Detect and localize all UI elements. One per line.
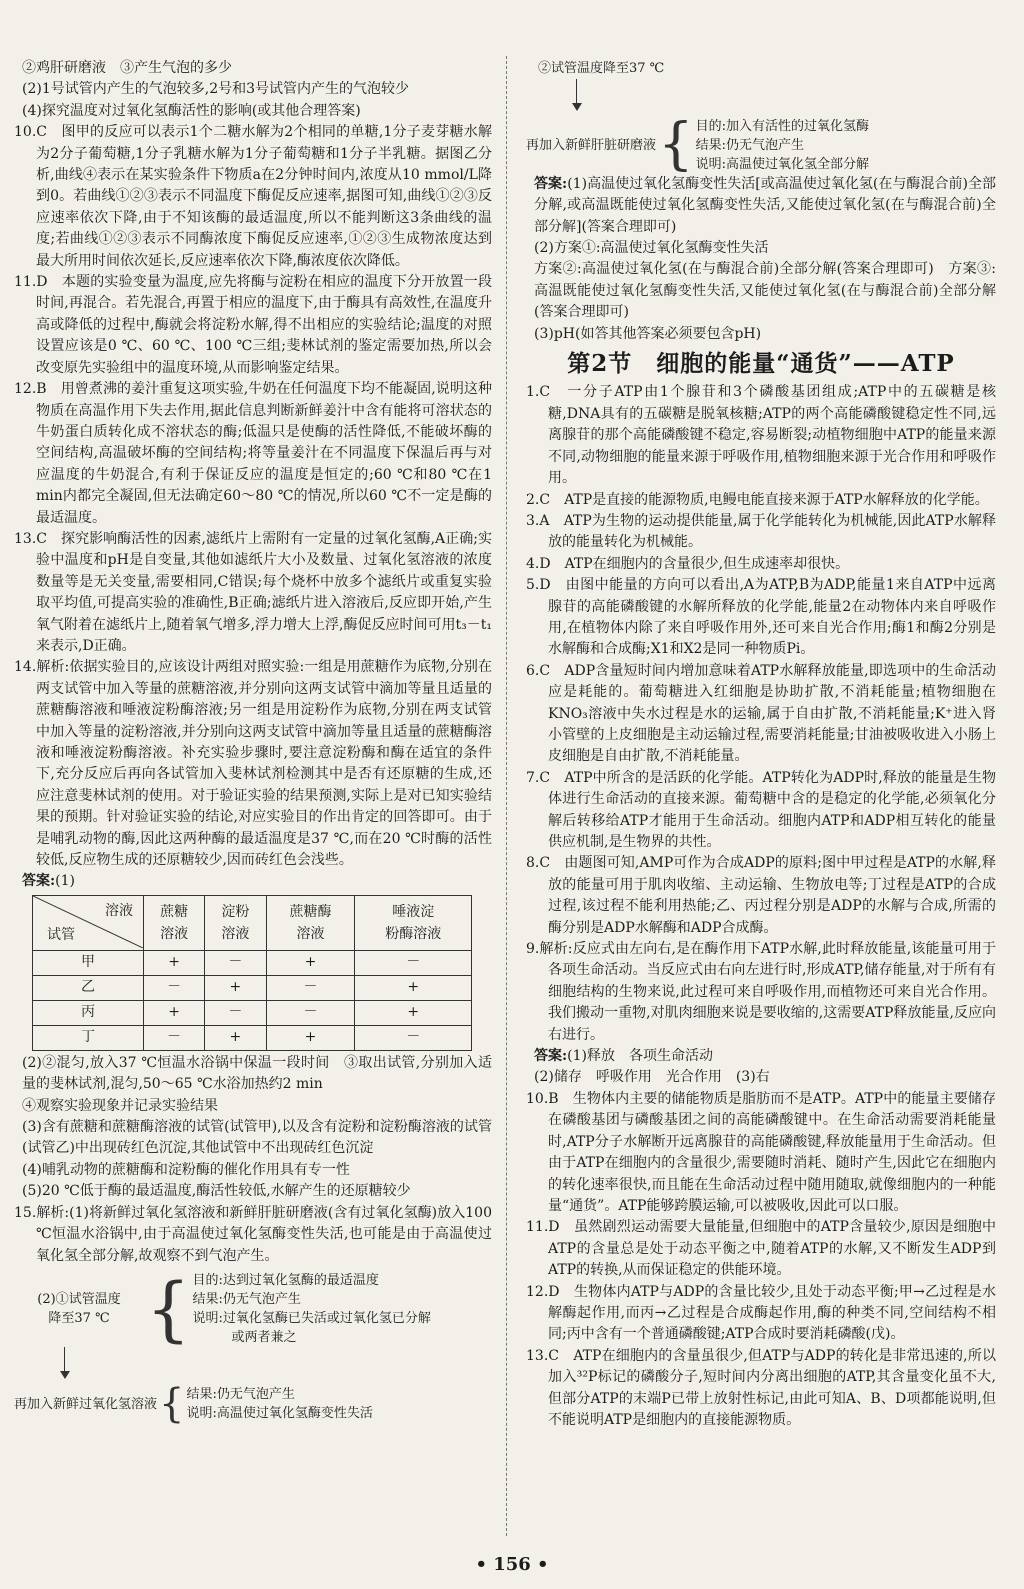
- brace-symbol: {: [159, 1381, 185, 1428]
- answer-label: 答案:: [22, 873, 56, 890]
- table-cell: －: [266, 1000, 355, 1025]
- right-column: [526, 58, 996, 1431]
- table-cell: －: [266, 975, 355, 1000]
- answer-table: [32, 895, 472, 1051]
- question-12: 12.D 生物体内ATP与ADP的含量比较少,且处于动态平衡;甲→乙过程是水解酶起作用,而丙→乙过程是合成酶起作用,酶的种类不同,空间结构不相同;丙中含有一个普通磷酸键;ATP合成时要消耗磷酸(戊)。: [526, 1283, 996, 1343]
- answer-part: (3)pH(如答其他答案必须要包含pH): [534, 325, 762, 342]
- answer-label: 答案:: [534, 1048, 568, 1065]
- table-cell: +: [266, 1025, 355, 1050]
- flow-note: 结果:仍无气泡产生: [186, 1387, 295, 1403]
- answer-part: (2)储存 呼吸作用 光合作用 (3)右: [534, 1069, 770, 1086]
- question-4: 4.D ATP在细胞内的含量很少,但生成速率却很快。: [526, 555, 850, 572]
- flow-notes: [696, 117, 869, 174]
- brace-symbol: {: [658, 112, 694, 178]
- flow-note: 说明:高温使过氧化氢全部分解: [695, 156, 870, 172]
- table-cell: －: [205, 950, 266, 975]
- answer-part: (4)哺乳动物的蔗糖酶和淀粉酶的催化作用具有专一性: [22, 1161, 350, 1178]
- page-number: • 156 •: [475, 1554, 549, 1575]
- answer-part: [526, 1046, 996, 1067]
- table-cell: +: [144, 1000, 205, 1025]
- table-row-name: 甲: [33, 950, 144, 975]
- question-10: 10.B 生物体内主要的储能物质是脂肪而不是ATP。ATP中的能量主要储存在磷酸基团与磷酸基团之间的高能磷酸键中。在生命活动需要消耗能量时,ATP分子水解断开远离腺苷的高能磷酸键,释放能量用于生命活动。但由于ATP在细胞内的含量很少,需要随时消耗、随时产生,因此它在细胞内的转化速率很快,而且能在生命活动过程中随用随取,就像细胞内的一种能量“通货”。ATP能够跨膜运输,可以被吸收,因此可以口服。: [526, 1090, 996, 1214]
- question-14: 14.解析:依据实验目的,应该设计两组对照实验:一组是用蔗糖作为底物,分别在两支试管中加入等量的蔗糖溶液,并分别向这两支试管中滴加等量且适量的蔗糖酶溶液和唾液淀粉酶溶液;另一组是用淀粉作为底物,分别在两支试管中加入等量的淀粉溶液,并分别向这两支试管中滴加等量且适量的蔗糖酶溶液和唾液淀粉酶溶液。补充实验步骤时,要注意淀粉酶和酶在适宜的条件下,充分反应后再向各试管加入斐林试剂检测其中是否有还原糖的生成,还应注意斐林试剂的使用。对于验证实验的结果预测,实际上是对已知实验结果的预期。针对验证实验的结论,对应实验目的作出肯定的回答即可。由于是哺乳动物的酶,因此这两种酶的最适温度是37 ℃,而在20 ℃时酶的活性较低,反应物生成的还原糖较少,因而砖红色会浅些。: [14, 659, 492, 869]
- flow-diagram-1: [14, 1267, 492, 1350]
- question-13: 13.C ATP在细胞内的含量虽很少,但ATP与ADP的转化是非常迅速的,所以加入³²P标记的磷酸分子,短时间内分离出细胞的ATP,其含量变化虽不大,但部分ATP的末端P已带上放射性标记,由此可知A、B、D项都能说明,但不能说明ATP是细胞内的直接能源物质。: [526, 1347, 996, 1428]
- answer-part: ④观察实验现象并记录实验结果: [22, 1097, 218, 1114]
- question-11: 11.D 虽然剧烈运动需要大量能量,但细胞中的ATP含量较少,原因是细胞中ATP的含量总是处于动态平衡之中,随着ATP的水解,又不断发生ADP到ATP的转换,从而保证稳定的供能环境。: [526, 1219, 996, 1279]
- table-header-row: [33, 895, 472, 950]
- flow-step: (2)①试管温度 降至37 ℃: [37, 1291, 121, 1326]
- question-7: 7.C ATP中所含的是活跃的化学能。ATP转化为ADP时,释放的能量是生物体进行生命活动的直接来源。葡萄糖中含的是稳定的化学能,必须氧化分解后转移给ATP才能用于生命活动。细胞内ATP和ADP相互转化的能量供应机制,是生物界的共性。: [526, 769, 996, 850]
- question-12: 12.B 用曾煮沸的姜汁重复这项实验,牛奶在任何温度下均不能凝固,说明这种物质在高温作用下失去作用,据此信息判断新鲜姜汁中含有能将可溶状态的牛奶蛋白质转化成不溶状态的酶;低温只是使酶的活性降低,不能破坏酶的空间结构,高温破坏酶的空间结构;将等量姜汁在不同温度下保温后再与对应温度的牛奶混合,有利于保证反应的温度是恒定的;60 ℃和80 ℃在1 min内都完全凝固,但无法确定60～80 ℃的情况,所以60 ℃不一定是酶的最适温度。: [14, 381, 492, 526]
- table-cell: +: [355, 1000, 472, 1025]
- flow-note: 或两者兼之: [192, 1329, 297, 1345]
- flow-note: 结果:仍无气泡产生: [192, 1291, 301, 1307]
- table-cell: －: [355, 950, 472, 975]
- corner-bottom-label: 试管: [47, 926, 75, 943]
- table-cell: －: [144, 1025, 205, 1050]
- answer-text: (1)释放 各项生命活动: [567, 1048, 714, 1065]
- flow-note: 说明:高温使过氧化氢酶变性失活: [186, 1406, 373, 1422]
- table-cell: －: [144, 975, 205, 1000]
- answer-heading: [14, 871, 492, 892]
- flow-start: ②试管温度降至37 ℃: [538, 61, 665, 76]
- brace-symbol: {: [146, 1267, 191, 1350]
- flow-note: 说明:过氧化氢酶已失活或过氧化氢已分解: [192, 1310, 431, 1326]
- flow-note: 结果:仍无气泡产生: [695, 137, 805, 153]
- table-header-cell: 唾液淀 粉酶溶液: [355, 895, 472, 950]
- table-cell: +: [205, 1025, 266, 1050]
- question-13: 13.C 探究影响酶活性的因素,滤纸片上需附有一定量的过氧化氢酶,A正确;实验中温度和pH是自变量,其他如滤纸片大小及数量、过氧化氢溶液的浓度数量等是无关变量,需要相同,C错误;每个烧杯中放多个滤纸片或重复实验取平均值,可提高实验的准确性,B正确;滤纸片进入溶液后,反应即开始,产生氧气附着在滤纸片上,随着氧气增多,浮力增大上浮,酶促反应时间可用t₃－t₁来表示,D正确。: [14, 530, 492, 654]
- flow-notes: [186, 1385, 372, 1423]
- table-row: [33, 1000, 472, 1025]
- table-corner-cell: [33, 895, 144, 950]
- flow-diagram-2: [14, 1381, 492, 1428]
- table-cell: －: [205, 1000, 266, 1025]
- answer-part: (5)20 ℃低于酶的最适温度,酶活性较低,水解产生的还原糖较少: [22, 1183, 411, 1200]
- question-11: 11.D 本题的实验变量为温度,应先将酶与淀粉在相应的温度下分开放置一段时间,再混合。若先混合,再置于相应的温度下,由于酶具有高效性,在温度升高或降低的过程中,酶就会将淀粉水解,得不出相应的实验结论;温度的对照设置应该是0 ℃、60 ℃、100 ℃三组;斐林试剂的鉴定需要加热,所以会改变原先实验组中的温度环境,从而影响鉴定结果。: [14, 274, 492, 376]
- flow-step: 再加入新鲜肝脏研磨液: [526, 137, 657, 153]
- question-8: 8.C 由题图可知,AMP可作为合成ADP的原料;图中甲过程是ATP的水解,释放的能量可用于肌肉收缩、主动运输、生物放电等;丁过程是ATP的合成过程,该过程不能利用热能;乙、丙过程分别是ADP的水解与合成,所需的酶分别是ADP水解酶和ADP合成酶。: [526, 855, 996, 936]
- table-row-name: 乙: [33, 975, 144, 1000]
- table-cell: +: [205, 975, 266, 1000]
- flow-notes: [193, 1271, 431, 1347]
- table-cell: +: [144, 950, 205, 975]
- answer-part: (2)②混匀,放入37 ℃恒温水浴锅中保温一段时间 ③取出试管,分别加入适量的斐林试剂,混匀,50～65 ℃水浴加热约2 min: [22, 1054, 492, 1093]
- table-header-cell: 蔗糖 溶液: [144, 895, 205, 950]
- table-cell: －: [355, 1025, 472, 1050]
- table-cell: +: [355, 975, 472, 1000]
- question-2: 2.C ATP是直接的能源物质,电鳗电能直接来源于ATP水解释放的化学能。: [526, 491, 989, 508]
- answer-part: (1): [55, 873, 76, 890]
- table-row: [33, 950, 472, 975]
- answer-text: (1)高温使过氧化氢酶变性失活[或高温使过氧化氢(在与酶混合前)全部分解,或高温既能使过氧化氢酶变性失活,又能使过氧化氢(在与酶混合前)全部分解](答案合理即可): [534, 175, 997, 235]
- flow-step: 再加入新鲜过氧化氢溶液: [14, 1396, 158, 1412]
- table-row: [33, 975, 472, 1000]
- question-6: 6.C ADP含量短时间内增加意味着ATP水解释放能量,即选项中的生命活动应是耗能的。葡萄糖进入红细胞是协助扩散,不消耗能量;植物细胞在KNO₃溶液中失水过程是水的运输,属于自由扩散,不消耗能量;K⁺进入肾小管壁的上皮细胞是主动运输过程,需要消耗能量;甘油被吸收进入小肠上皮细胞是自由扩散,不消耗能量。: [526, 662, 996, 765]
- table-row-name: 丁: [33, 1025, 144, 1050]
- flow-note: 目的:加入有活性的过氧化氢酶: [695, 118, 870, 134]
- question-5: 5.D 由图中能量的方向可以看出,A为ATP,B为ADP,能量1来自ATP中远离腺苷的高能磷酸键的水解所释放的化学能,能量2在动物体内来自呼吸作用,在植物体内除了来自呼吸作用外,还可来自光合作用;酶1和酶2分别是水解酶和合成酶;X1和X2是同一种物质Pi。: [526, 577, 996, 658]
- flow-diagram-3: [526, 112, 996, 178]
- flow-note: 目的:达到过氧化氢酶的最适温度: [192, 1272, 379, 1288]
- down-arrow-icon: [64, 1347, 65, 1377]
- question-1: 1.C 一分子ATP由1个腺苷和3个磷酸基团组成;ATP中的五碳糖是核糖,DNA具有的五碳糖是脱氧核糖;ATP的两个高能磷酸键稳定性不同,远离腺苷的那个高能磷酸键不稳定,容易断裂;动植物细胞中ATP的能量来源不同,动物细胞的能量来源于呼吸作用,植物细胞来源于光合作用和呼吸作用。: [526, 384, 996, 487]
- question-3: 3.A ATP为生物的运动提供能量,属于化学能转化为机械能,因此ATP水解释放的能量转化为机械能。: [526, 512, 996, 551]
- answer-part: 方案②:高温使过氧化氢(在与酶混合前)全部分解(答案合理即可) 方案③:高温既能使过氧化氢酶变性失活,又能使过氧化氢(在与酶混合前)全部分解(答案合理即可): [534, 261, 996, 321]
- answer-part: (2)方案①:高温使过氧化氢酶变性失活: [534, 240, 769, 257]
- question-10: 10.C 图甲的反应可以表示1个二糖水解为2个相同的单糖,1分子麦芽糖水解为2分子葡萄糖,1分子乳糖水解为1分子葡萄糖和1分子半乳糖。据图乙分析,曲线④表示在某实验条件下物质a在2分钟时间内,浓度从10 mmol/L降到0。若曲线①②③表示不同温度下酶促反应速率,据图可知,曲线①②③反应速率依次下降,由于不知该酶的最适温度,所以不能判断这3条曲线的温度;若曲线①②③表示不同酶浓度下酶促反应速率,①②③生成物浓度达到最大所用时间依次延长,反应速率依次下降,酶浓度依次降低。: [14, 124, 492, 269]
- table-row: [33, 1025, 472, 1050]
- answer-line: ②鸡肝研磨液 ③产生气泡的多少: [22, 60, 232, 76]
- question-15: 15.解析:(1)将新鲜过氧化氢溶液和新鲜肝脏研磨液(含有过氧化氢酶)放入100 ℃恒温水浴锅中,由于高温使过氧化氢酶变性失活,也可能是由于高温使过氧化氢全部分解,故观察不到气泡产生。: [14, 1204, 492, 1264]
- column-divider: [506, 56, 507, 1536]
- answer-part: (3)含有蔗糖和蔗糖酶溶液的试管(试管甲),以及含有淀粉和淀粉酶溶液的试管(试管乙)中出现砖红色沉淀,其他试管中不出现砖红色沉淀: [22, 1119, 492, 1157]
- table-header-cell: 淀粉 溶液: [205, 895, 266, 950]
- corner-top-label: 溶液: [105, 902, 133, 919]
- left-column: [14, 58, 492, 1428]
- table-header-cell: 蔗糖酶 溶液: [266, 895, 355, 950]
- question-9: 9.解析:反应式由左向右,是在酶作用下ATP水解,此时释放能量,该能量可用于各项生命活动。当反应式由右向左进行时,形成ATP,储存能量,对于所有有细胞结构的生物来说,此过程可来自呼吸作用,而植物还可来自光合作用。我们搬动一重物,对肌肉细胞来说是要收缩的,这需要ATP释放能量,反应向右进行。: [526, 941, 996, 1043]
- answer-part: [526, 174, 996, 238]
- table-cell: +: [266, 950, 355, 975]
- answer-line: (4)探究温度对过氧化氢酶活性的影响(或其他合理答案): [22, 102, 361, 119]
- down-arrow-icon: [576, 79, 577, 109]
- table-row-name: 丙: [33, 1000, 144, 1025]
- answer-line: (2)1号试管内产生的气泡较多,2号和3号试管内产生的气泡较少: [22, 81, 410, 98]
- answer-label: 答案:: [534, 175, 568, 192]
- section-title: 第2节 细胞的能量“通货”——ATP: [567, 350, 955, 378]
